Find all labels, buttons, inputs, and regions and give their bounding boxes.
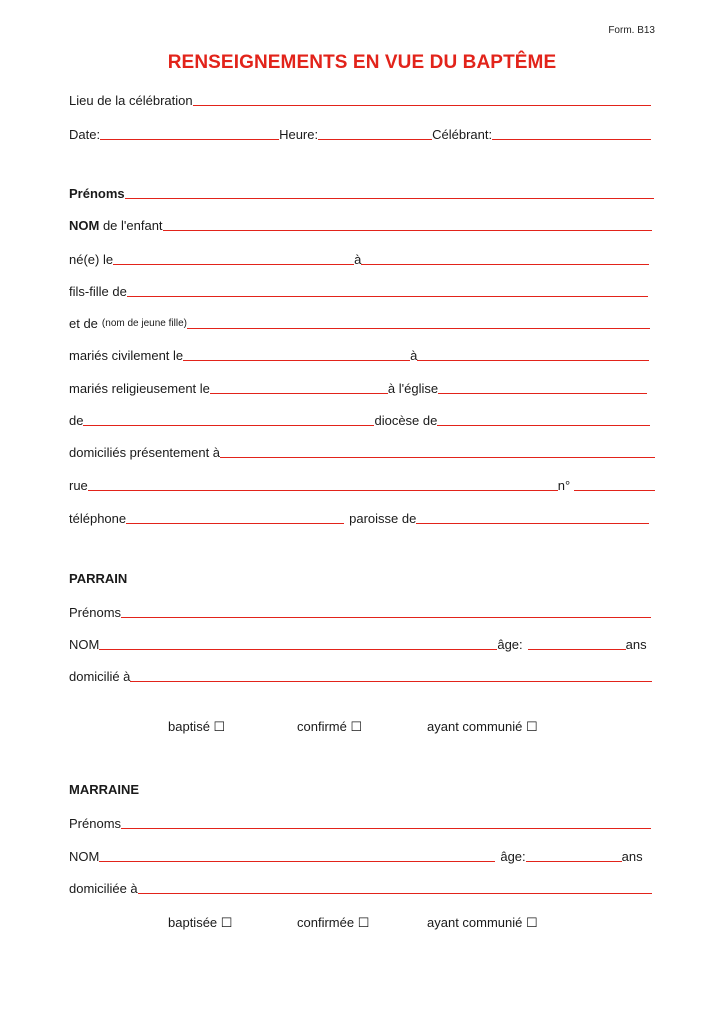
fils-fille-row bbox=[69, 280, 648, 300]
telephone-label: téléphone bbox=[69, 511, 127, 526]
marraine-domicile-label: domiciliée à bbox=[69, 881, 138, 896]
parrain-confirme-checkbox[interactable]: confirmé ☐ bbox=[297, 719, 363, 734]
domicilies-row bbox=[69, 441, 655, 461]
parrain-baptise-checkbox[interactable]: baptisé ☐ bbox=[168, 719, 226, 734]
celebrant-label: Célébrant: bbox=[432, 127, 493, 142]
parrain-domicile-row bbox=[69, 665, 652, 685]
marraine-age-field[interactable] bbox=[526, 847, 622, 862]
maries-civ-row bbox=[69, 344, 649, 364]
parrain-nom-label: NOM bbox=[69, 637, 100, 652]
marraine-prenoms-field[interactable] bbox=[121, 814, 651, 829]
telephone-row bbox=[69, 507, 649, 527]
heure-label: Heure: bbox=[279, 127, 319, 142]
de-label: de bbox=[69, 413, 84, 428]
marraine-domicile-row bbox=[69, 877, 652, 897]
enfant-nom-field[interactable] bbox=[163, 216, 652, 231]
marraine-confirme-checkbox[interactable]: confirmée ☐ bbox=[297, 915, 370, 930]
marraine-prenoms-row bbox=[69, 812, 651, 832]
lieu-row bbox=[69, 89, 651, 109]
celebrant-field[interactable] bbox=[492, 125, 651, 140]
parrain-prenoms-label: Prénoms bbox=[69, 605, 122, 620]
diocese-row bbox=[69, 409, 650, 429]
parrain-prenoms-field[interactable] bbox=[121, 603, 651, 618]
eglise-label: à l'église bbox=[387, 381, 439, 396]
marraine-baptise-checkbox[interactable]: baptisée ☐ bbox=[168, 915, 233, 930]
numero-field[interactable] bbox=[574, 476, 655, 491]
paroisse-field[interactable] bbox=[416, 509, 649, 524]
form-reference: Form. B13 bbox=[608, 25, 655, 36]
maries-civ-a-label: à bbox=[410, 348, 418, 363]
parrain-nom-field[interactable] bbox=[99, 635, 497, 650]
maries-rel-row bbox=[69, 377, 647, 397]
et-de-field[interactable] bbox=[187, 314, 650, 329]
de-field[interactable] bbox=[83, 411, 374, 426]
marraine-communie-checkbox[interactable]: ayant communié ☐ bbox=[427, 915, 538, 930]
parrain-ans-label: ans bbox=[625, 637, 647, 652]
enfant-nom-bold: NOM bbox=[69, 218, 100, 233]
marraine-age-label: âge: bbox=[500, 849, 526, 864]
heure-field[interactable] bbox=[318, 125, 432, 140]
maries-civ-label: mariés civilement le bbox=[69, 348, 184, 363]
naissance-row bbox=[69, 248, 649, 268]
fils-fille-label: fils-fille de bbox=[69, 284, 127, 299]
diocese-field[interactable] bbox=[437, 411, 650, 426]
page-title: RENSEIGNEMENTS EN VUE DU BAPTÊME bbox=[167, 52, 557, 73]
parrain-age-field[interactable] bbox=[528, 635, 626, 650]
enfant-prenoms-field[interactable] bbox=[125, 184, 654, 199]
lieu-field[interactable] bbox=[193, 91, 651, 106]
parrain-nom-row bbox=[69, 633, 649, 653]
maries-rel-label: mariés religieusement le bbox=[69, 381, 210, 396]
date-label: Date: bbox=[69, 127, 101, 142]
date-field[interactable] bbox=[100, 125, 279, 140]
fils-fille-field[interactable] bbox=[127, 282, 648, 297]
et-de-row bbox=[69, 312, 650, 332]
ne-le-label: né(e) le bbox=[69, 252, 114, 267]
enfant-prenoms-row bbox=[69, 182, 654, 202]
nom-jeune-fille-label: (nom de jeune fille) bbox=[101, 318, 187, 329]
marraine-nom-field[interactable] bbox=[99, 847, 495, 862]
enfant-nom-label bbox=[69, 218, 163, 234]
parrain-domicile-label: domicilié à bbox=[69, 669, 131, 684]
diocese-label: diocèse de bbox=[374, 413, 438, 428]
rue-field[interactable] bbox=[88, 476, 558, 491]
marraine-nom-label: NOM bbox=[69, 849, 100, 864]
maries-civ-field[interactable] bbox=[183, 346, 410, 361]
et-de-label: et de bbox=[69, 316, 98, 331]
marraine-ans-label: ans bbox=[621, 849, 643, 864]
marraine-heading: MARRAINE bbox=[69, 782, 140, 797]
enfant-nom-rest: de l'enfant bbox=[99, 218, 163, 233]
ne-a-label: à bbox=[354, 252, 362, 267]
marraine-domicile-field[interactable] bbox=[138, 879, 652, 894]
maries-rel-field[interactable] bbox=[210, 379, 388, 394]
domicilies-field[interactable] bbox=[220, 443, 655, 458]
domicilies-label: domiciliés présentement à bbox=[69, 445, 221, 460]
parrain-communie-checkbox[interactable]: ayant communié ☐ bbox=[427, 719, 538, 734]
enfant-nom-row bbox=[69, 214, 652, 234]
ne-a-field[interactable] bbox=[361, 250, 649, 265]
marraine-prenoms-label: Prénoms bbox=[69, 816, 122, 831]
numero-label: n° bbox=[557, 478, 571, 493]
marraine-nom-row bbox=[69, 845, 648, 865]
lieu-label: Lieu de la célébration bbox=[69, 93, 193, 108]
paroisse-label: paroisse de bbox=[349, 511, 417, 526]
eglise-field[interactable] bbox=[438, 379, 647, 394]
rue-row bbox=[69, 474, 655, 494]
parrain-age-label: âge: bbox=[497, 637, 523, 652]
date-row bbox=[69, 123, 651, 143]
parrain-domicile-field[interactable] bbox=[130, 667, 652, 682]
rue-label: rue bbox=[69, 478, 88, 493]
ne-le-field[interactable] bbox=[113, 250, 354, 265]
enfant-prenoms-label: Prénoms bbox=[69, 186, 125, 201]
maries-civ-a-field[interactable] bbox=[417, 346, 649, 361]
parrain-heading: PARRAIN bbox=[69, 571, 128, 586]
parrain-prenoms-row bbox=[69, 601, 651, 621]
telephone-field[interactable] bbox=[126, 509, 344, 524]
